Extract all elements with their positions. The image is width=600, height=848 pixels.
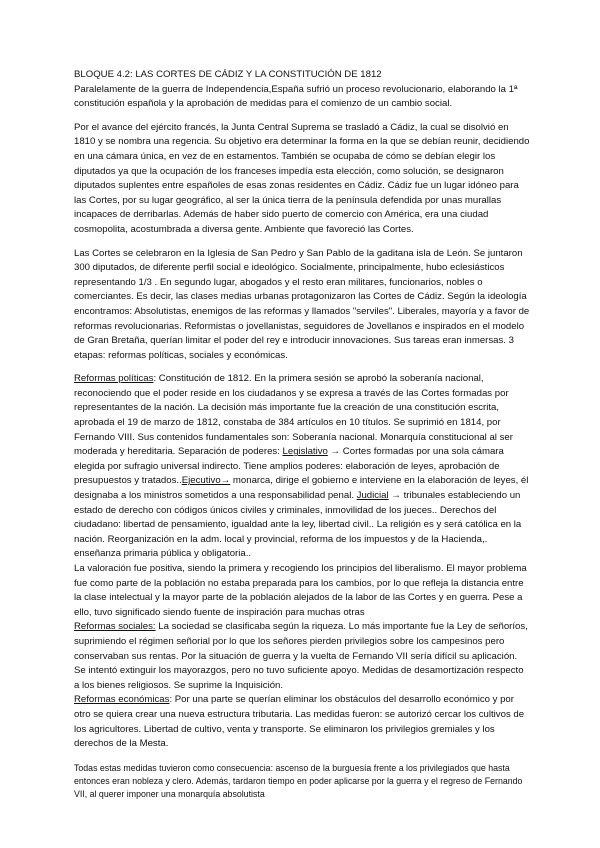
- reformas-economicas-paragraph: [74, 693, 530, 751]
- document-body: [74, 68, 530, 801]
- politicas-text-2: → Cortes formadas por una sola cámara elegida por sufragio universal indirecto. Tiene amplios poderes: elaboración de leyes, aprobación de presupuestos y tratados..: [74, 446, 504, 487]
- ejecutivo-term: Ejecutivo→: [181, 475, 231, 487]
- politicas-text-1: : Constitución de 1812. En la primera sesión se aprobó la soberanía nacional, reconociendo que el poder reside en los ciudadanos y se expresa a través de las Cortes formadas por representantes de la nación. La decisión más importante fue la creación de una constitución escrita, aprobada el 19 de marzo de 1812, constaba de 384 artículos en 10 títulos. Se suprimió en 1814, por Fernando VIII. Sus contenidos fundamentales son: Soberanía nacional. Monarquía constitucional al ser moderada y hereditaria. Separación de poderes:: [74, 373, 513, 458]
- reformas-sociales-heading: Reformas sociales:: [74, 621, 156, 633]
- politicas-text-4: → tribunales estableciendo un estado de derecho con códigos únicos civiles y criminales, inmovilidad de los jueces.. Derechos del ciudadano: libertad de pensamiento, igualdad ante la ley, libertad civil.. La religión es y será católica en la nación. Reorganización en la adm. local y provincial, reforma de los impuestos y de la Hacienda,. enseñanza primaria pública y obligatoria..: [74, 490, 522, 560]
- reformas-politicas-heading: Reformas políticas: [74, 373, 154, 385]
- sociales-text: La sociedad se clasificaba según la riqueza. Lo más importante fue la Ley de señoríos, suprimiendo el régimen señorial por lo que los señores pierden privilegios sobre los campesinos pero conservaban sus rentas. Por la situación de guerra y la vuelta de Fernando VII sería difícil su aplicación. Se intentó extinguir los mayorazgos, pero no tuvo suficiente apoyo. Medidas de desamortización respecto a los bienes religiosos. Se suprime la Inquisición.: [74, 621, 528, 691]
- valoracion-paragraph: La valoración fue positiva, siendo la primera y recogiendo los principios del liberalismo. El mayor problema fue como parte de la población no estaba preparada para los cambios, por lo que refleja la distancia entre la clase intelectual y la mayor parte de la población alejados de la labor de las Cortes y en guerra. Pese a ello, tuvo significado siendo fuente de inspiración para muchas otras: [74, 563, 527, 618]
- politicas-text-3: monarca, dirige el gobierno e interviene en la elaboración de leyes, él designaba a los ministros sometidos a una responsabilidad penal.: [74, 475, 529, 502]
- reformas-politicas-paragraph: [74, 372, 530, 562]
- economicas-text: : Por una parte se querían eliminar los obstáculos del desarrollo económico y por otro se quiera crear una nueva estructura tributaria. Las medidas fueron: se autorizó cercar los cultivos de los agricultores. Libertad de cultivo, venta y transporte. Se eliminaron los privilegios gremiales y los derechos de la Mesta.: [74, 694, 525, 750]
- judicial-term: Judicial: [356, 490, 389, 502]
- junta-paragraph: Por el avance del ejército francés, la Junta Central Suprema se trasladó a Cádiz, la cual se disolvió en 1810 y se nombra una regencia. Su objetivo era determinar la forma en la que se debían reunir, decidiendo en una cámara única, en vez de en estamentos. También se ocupaba de cómo se debían elegir los diputados ya que la ocupación de los franceses impedía esta elección, como solución, se designaron diputados suplentes entre españoles de esas zonas residentes en Cádiz. Cádiz fue un lugar idóneo para las Cortes, por su lugar geográfico, al ser la única tierra de la península defendida por unas murallas incapaces de derribarlas. Además de haber sido puerto de comercio con América, era una ciudad cosmopolita, acostumbrada a diversa gente. Ambiente que favoreció las Cortes.: [74, 121, 530, 235]
- reformas-sociales-paragraph: [74, 620, 530, 693]
- reformas-economicas-heading: Reformas económicas: [74, 694, 170, 706]
- conclusion-paragraph: Todas estas medidas tuvieron como consecuencia: ascenso de la burguesía frente a los privilegiados que hasta entonces eran nobleza y clero. Además, tardaron tiempo en poder aplicarse por la guerra y el regreso de Fernando VII, al querer imponer una monarquía absolutista: [74, 762, 523, 799]
- cortes-paragraph: Las Cortes se celebraron en la Iglesia de San Pedro y San Pablo de la gaditana isla de León. Se juntaron 300 diputados, de diferente perfil social e ideológico. Socialmente, principalmente, hubo eclesiásticos representando 1/3 . En segundo lugar, abogados y el resto eran militares, funcionarios, nobles o comerciantes. Es decir, las clases medias urbanas protagonizaron las Cortes de Cádiz. Según la ideología encontramos: Absolutistas, enemigos de las reformas y llamados "serviles". Liberales, mayoría y a favor de reformas revolucionarias. Reformistas o jovellanistas, seguidores de Jovellanos e inspirados en el modelo de Gran Bretaña, querían limitar el poder del rey e introducir innovaciones. Sus tareas eran inmersas. 3 etapas: reformas políticas, sociales y económicas.: [74, 247, 530, 361]
- intro-paragraph: Paralelamente de la guerra de Independencia,España sufrió un proceso revolucionario, elaborando la 1ª constitución española y la aprobación de medidas para el comienzo de un cambio social.: [74, 83, 518, 110]
- document-title: BLOQUE 4.2: LAS CORTES DE CÁDIZ Y LA CONSTITUCIÓN DE 1812: [74, 69, 382, 80]
- legislativo-term: Legislativo: [282, 446, 328, 458]
